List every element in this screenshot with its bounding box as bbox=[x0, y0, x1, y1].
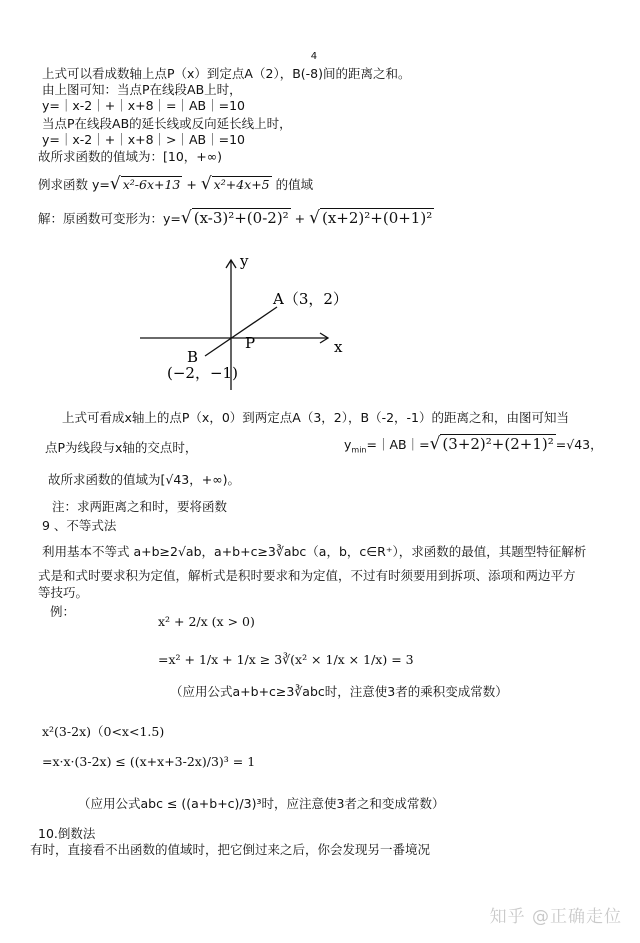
text-line: 由上图可知：当点P在线段AB上时， bbox=[42, 82, 242, 97]
note-line: （应用公式abc ≤ ((a+b+c)/3)³时，应注意使3者之和变成常数） bbox=[78, 796, 445, 811]
text-line: 故所求函数的值域为：[10，+∞) bbox=[38, 149, 223, 164]
coordinate-diagram bbox=[130, 245, 370, 395]
radicand: x²-6x+13 bbox=[122, 177, 181, 192]
text-line: 式是和式时要求积为定值，解析式是积时要求和为定值，不过有时须要用到拆项、添项和两边平方 bbox=[38, 568, 576, 583]
text-segment: y bbox=[344, 437, 352, 452]
math-line: x² + 2/x (x > 0) bbox=[158, 614, 255, 629]
solution-line: 解：原函数可变形为：y=√ (x-3)²+(0-2)² + √ (x+2)²+(0+1)² bbox=[38, 208, 433, 228]
text-line: 上式可看成x轴上的点P（x，0）到两定点A（3，2），B（-2，-1）的距离之和，由图可知当 bbox=[62, 410, 569, 425]
x-axis-label: x bbox=[334, 338, 343, 356]
text-segment: 解：原函数可变形为：y= bbox=[38, 211, 181, 226]
note-line: （应用公式a+b+c≥3∛abc时，注意使3者的乘积变成常数） bbox=[170, 684, 508, 699]
subscript: min bbox=[351, 445, 367, 455]
text-segment: + bbox=[294, 211, 306, 226]
radicand: x²+4x+5 bbox=[213, 177, 270, 192]
text-line: 利用基本不等式 a+b≥2√ab，a+b+c≥3∛abc（a，b，c∈R⁺），求函数的最值，其题型特征解析 bbox=[42, 544, 587, 559]
math-line: =x² + 1/x + 1/x ≥ 3∛(x² × 1/x × 1/x) = 3 bbox=[158, 652, 414, 667]
text-line: 点P为线段与x轴的交点时， bbox=[45, 440, 198, 455]
text-line: 有时，直接看不出函数的值域时，把它倒过来之后，你会发现另一番境况 bbox=[30, 842, 431, 857]
text-line: 当点P在线段AB的延长线或反向延长线上时， bbox=[42, 116, 292, 131]
section-heading: 10.倒数法 bbox=[38, 826, 96, 841]
text-line: 等技巧。 bbox=[38, 585, 89, 600]
math-line: x²(3-2x)（0<x<1.5) bbox=[42, 724, 165, 739]
text-line bbox=[42, 51, 411, 82]
text-segment: 间的距离之和。 bbox=[322, 66, 411, 81]
text-line: 故所求函数的值域为[√43，+∞)。 bbox=[48, 472, 241, 487]
text-line: y=｜x-2｜+｜x+8｜>｜AB｜=10 bbox=[42, 132, 246, 147]
text-segment: + bbox=[186, 177, 197, 192]
radicand: (3+2)²+(2+1)² bbox=[442, 435, 554, 453]
point-p-label: P bbox=[245, 334, 256, 352]
example-line: 例求函数 y=√ x²-6x+13 + √ x²+4x+5 的值域 bbox=[38, 174, 314, 194]
math-line: =x·x·(3-2x) ≤ ((x+x+3-2x)/3)³ = 1 bbox=[42, 754, 256, 769]
text-segment: 例求函数 y= bbox=[38, 177, 110, 192]
fraction-top: 4 bbox=[310, 51, 318, 62]
text-segment: =√43， bbox=[555, 437, 603, 452]
text-segment: 的值域 bbox=[275, 177, 314, 192]
point-b-label: B bbox=[187, 348, 199, 366]
point-b-coord: (−2，−1) bbox=[167, 364, 238, 382]
ymin-equation: $y_{min}=|AB|=√$ (3+2)²+(2+1)² =√43， bbox=[344, 434, 603, 455]
radicand: (x+2)²+(0+1)² bbox=[321, 209, 433, 227]
text-segment: =｜AB｜= bbox=[366, 437, 430, 452]
example-label: 例： bbox=[50, 604, 76, 619]
y-axis-label: y bbox=[240, 252, 249, 270]
text-segment: 上式可以看成数轴上点P（x）到定点A（2），B bbox=[42, 66, 301, 81]
segment-ab bbox=[205, 307, 277, 356]
text-line: y=｜x-2｜+｜x+8｜=｜AB｜=10 bbox=[42, 98, 246, 113]
text-line: 注：求两距离之和时，要将函数 bbox=[52, 499, 228, 514]
text-segment: (-8) bbox=[300, 66, 323, 81]
watermark: 知乎 @正确走位 bbox=[489, 907, 622, 927]
section-heading: 9 、不等式法 bbox=[42, 518, 117, 533]
radicand: (x-3)²+(0-2)² bbox=[193, 209, 289, 227]
point-a-label: A（3，2） bbox=[273, 290, 348, 308]
